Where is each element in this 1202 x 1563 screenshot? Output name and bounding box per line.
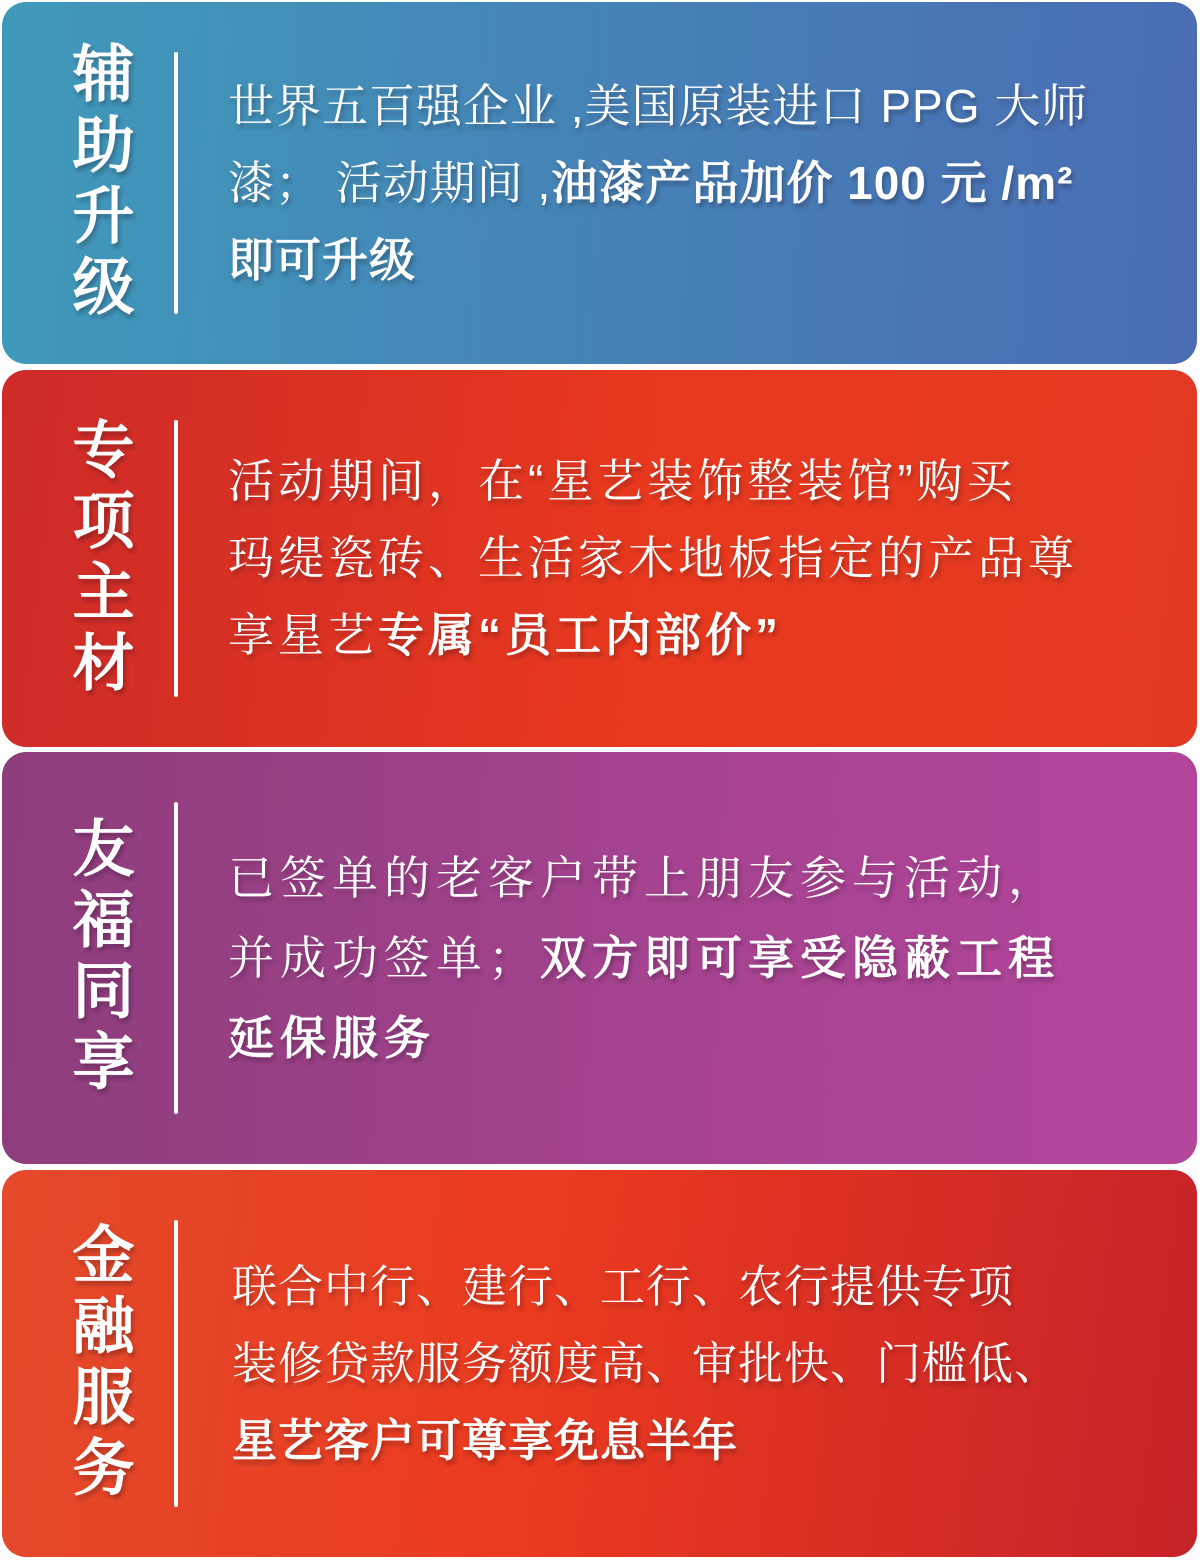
panel-body [178,370,1197,747]
panel-aux-upgrade [2,2,1197,364]
text-segment: 已签单的老客户带上朋友参与活动， [228,852,1060,904]
text-segment-bold: 即可升级 [228,233,416,286]
text-segment: 并成功签单； [228,932,540,984]
panel-title-column [2,2,174,364]
body-line [228,597,1173,674]
text-segment: 享星艺 [228,609,378,661]
text-segment-bold: 延保服务 [228,1012,436,1064]
body-line [228,145,1173,222]
panel-title: 金融服务 [63,1221,132,1506]
panel-title-column [2,752,174,1164]
panel-body [178,752,1197,1164]
text-segment: 世界五百强企业 ,美国原装进口 PPG 大师 [228,79,1089,132]
panel-financial-services [2,1170,1197,1557]
body-line [232,1402,1173,1479]
text-segment: 漆； 活动期间 , [228,156,552,209]
panel-title-column [2,1170,174,1557]
body-line [228,998,1173,1078]
body-line [228,838,1173,918]
body-line [228,520,1173,597]
text-segment-bold: 双方即可享受隐蔽工程 [540,932,1060,984]
panel-special-materials [2,370,1197,747]
panel-title-column [2,370,174,747]
panel-title: 友福同享 [63,816,132,1100]
text-segment-bold: 专属“员工内部价” [378,609,782,661]
body-line [232,1248,1173,1325]
body-line [232,1325,1173,1402]
panel-friends-share [2,752,1197,1164]
body-line [228,68,1173,145]
panel-body [178,2,1197,364]
text-segment: 活动期间，在“星艺装饰整装馆”购买 [228,455,1017,507]
body-line [228,443,1173,520]
panel-title: 辅助升级 [63,41,132,325]
panel-body [178,1170,1197,1557]
text-segment-bold: 油漆产品加价 100 元 /m² [551,156,1074,209]
text-segment: 玛缇瓷砖、生活家木地板指定的产品尊 [228,532,1078,584]
body-line [228,918,1173,998]
text-segment: 联合中行、建行、工行、农行提供专项 [232,1261,1015,1312]
text-segment: 装修贷款服务额度高、审批快、门槛低、 [232,1338,1061,1389]
text-segment-bold: 星艺客户可尊享免息半年 [232,1415,739,1466]
panel-title: 专项主材 [63,416,132,701]
body-line [228,222,1173,299]
